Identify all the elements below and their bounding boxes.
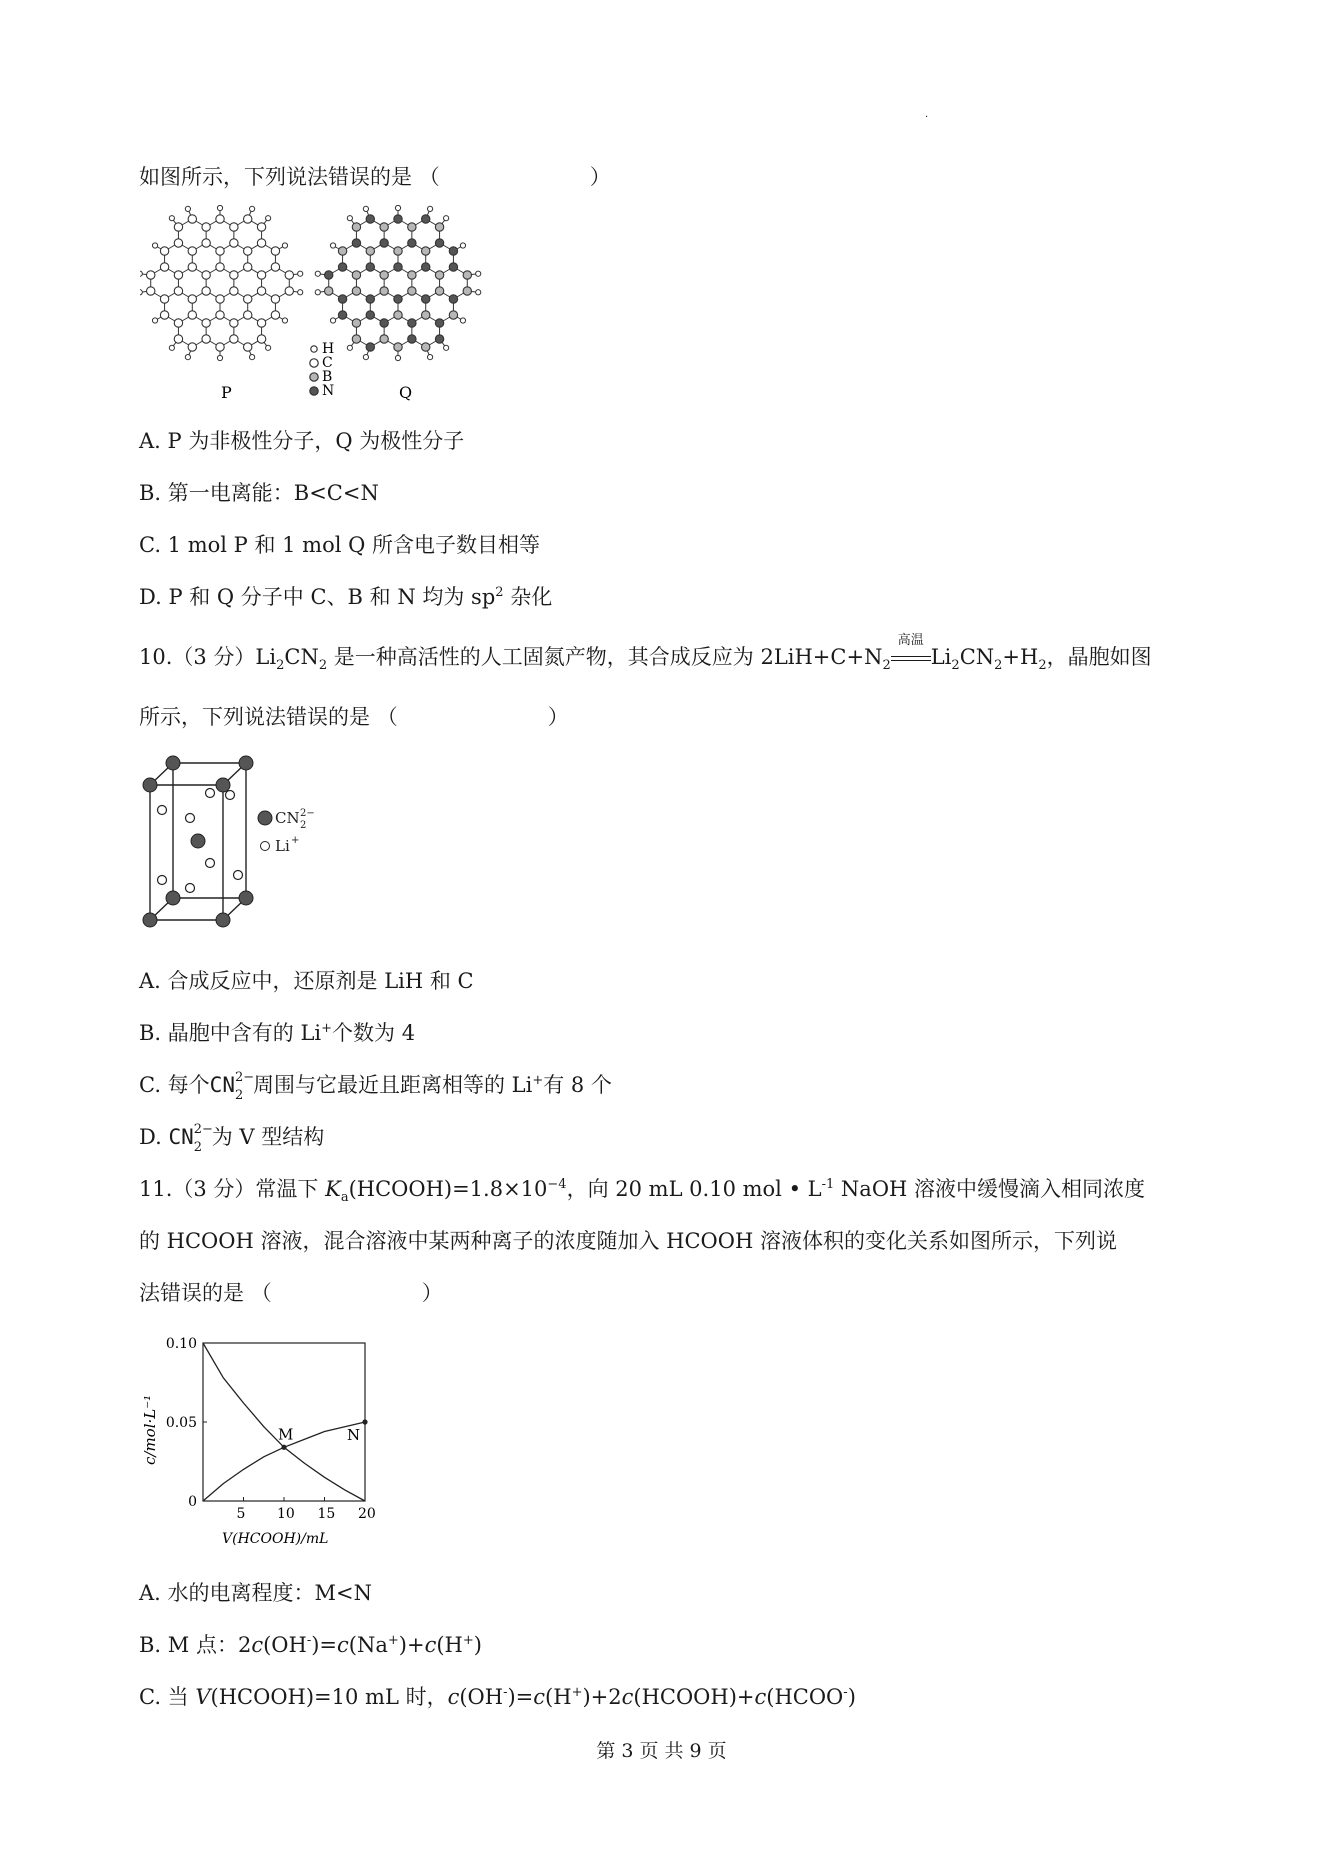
q10-b: CN: [284, 645, 319, 669]
point-m: [281, 1445, 286, 1450]
condition-text: 高温: [897, 633, 924, 648]
paren-open: （: [418, 165, 440, 189]
q11-a: 11.（3 分）常温下: [139, 1177, 326, 1201]
paren-close: ）: [421, 1281, 443, 1305]
t: B. M 点：2: [139, 1633, 252, 1657]
x-tick-label: 15: [317, 1506, 336, 1522]
sub: 2: [994, 658, 1003, 674]
q10-c: 是一种高活性的人工固氮产物，其合成反应为 2LiH+C+N: [327, 645, 883, 669]
ion: CN: [168, 1125, 194, 1149]
legend-b: B: [322, 369, 333, 385]
t: c: [337, 1633, 349, 1657]
q9-option-d-suffix: 杂化: [503, 585, 553, 609]
q11-stem-line1: [139, 1174, 1145, 1204]
t: (H: [545, 1685, 572, 1709]
q11-d: NaOH 溶液中缓慢滴入相同浓度: [834, 1177, 1146, 1201]
q11-stem-line3: [139, 1278, 443, 1308]
reaction-condition: [891, 633, 931, 672]
sup: +: [532, 1073, 544, 1088]
t: V: [195, 1685, 211, 1709]
sup: +: [387, 1633, 399, 1648]
q10-e: CN: [959, 645, 995, 669]
q10-d-text2: 为 V 型结构: [211, 1125, 325, 1149]
q11-option-c[interactable]: [139, 1682, 856, 1712]
t: )+: [398, 1633, 425, 1657]
molecule-legend: [310, 341, 334, 399]
q10-line2: 所示，下列说法错误的是: [139, 705, 370, 729]
legend-n: N: [322, 383, 335, 399]
q10-a: 10.（3 分）Li: [139, 645, 277, 669]
q10-option-b[interactable]: [139, 1018, 415, 1048]
plot-frame: [203, 1343, 365, 1501]
q10-b-text2: 个数为 4: [332, 1021, 416, 1045]
sup: -: [503, 1685, 508, 1700]
q9-option-d-text: D. P 和 Q 分子中 C、B 和 N 均为 sp: [139, 585, 496, 609]
q9-option-c[interactable]: C. 1 mol P 和 1 mol Q 所含电子数目相等: [139, 533, 541, 557]
legend-cn-sub: 2: [300, 820, 307, 831]
molecule-q: [315, 205, 481, 360]
ka: K: [325, 1177, 341, 1201]
x-tick-label: 20: [358, 1506, 376, 1522]
t: c: [447, 1685, 460, 1709]
y-tick-label: 0.05: [165, 1415, 197, 1431]
q10-c-text2: 周围与它最近且距离相等的 Li: [252, 1073, 533, 1097]
q10-stem-line1: [139, 633, 1152, 674]
y-tick-label: 0.10: [165, 1336, 197, 1352]
q11-stem-line2: 的 HCOOH 溶液，混合溶液中某两种离子的浓度随加入 HCOOH 溶液体积的变化关系如图所示，下列说: [139, 1229, 1117, 1253]
series-line-0: [203, 1343, 365, 1501]
t: C. 当: [139, 1685, 196, 1709]
q9-option-a[interactable]: A. P 为非极性分子，Q 为极性分子: [139, 429, 465, 453]
t: c: [533, 1685, 546, 1709]
sup: +: [462, 1633, 474, 1648]
q11-c: ，向 20 mL 0.10 mol • L: [566, 1177, 822, 1201]
sup: -: [306, 1633, 312, 1648]
q10-c-text: C. 每个: [139, 1073, 210, 1097]
ka-sub: a: [340, 1190, 349, 1206]
q9-intro-text: 如图所示，下列说法错误的是: [139, 165, 412, 189]
legend-cn-sup: 2−: [300, 808, 315, 819]
corner-dot: ·: [925, 112, 929, 123]
t: (OH: [263, 1633, 307, 1657]
q10-option-a[interactable]: A. 合成反应中，还原剂是 LiH 和 C: [139, 969, 474, 993]
paren-close: ）: [589, 165, 611, 189]
t: c: [251, 1633, 264, 1657]
legend-li-sup: +: [291, 835, 300, 846]
label-m: M: [278, 1425, 294, 1444]
q10-unit-cell-figure: [140, 748, 340, 948]
molecule-p: [140, 205, 303, 360]
sub: 2: [276, 658, 285, 674]
t: )=: [507, 1685, 534, 1709]
sub: 2: [318, 658, 328, 674]
exp: −4: [547, 1177, 567, 1192]
paren-open: （: [250, 1281, 272, 1305]
label-p: P: [221, 383, 232, 402]
y-axis-label: c/mol·L⁻¹: [141, 1394, 159, 1465]
t: )=: [311, 1633, 338, 1657]
t: (HCOO: [766, 1685, 844, 1709]
q11-option-a[interactable]: A. 水的电离程度：M<N: [139, 1581, 372, 1605]
exp: -1: [821, 1177, 835, 1192]
q11-chart: [140, 1325, 400, 1555]
q10-d-text: D.: [139, 1125, 169, 1149]
q11-line3: 法错误的是: [139, 1281, 244, 1305]
q9-molecule-figure: [140, 205, 500, 405]
sub: 2: [882, 658, 891, 674]
q9-option-d[interactable]: [139, 582, 552, 612]
point-n: [362, 1419, 367, 1424]
sub: 2: [1038, 658, 1047, 674]
q10-d: Li: [930, 645, 952, 669]
label-n: N: [347, 1426, 361, 1444]
sub: 2: [951, 658, 960, 674]
t: ): [847, 1685, 856, 1709]
x-tick-label: 10: [277, 1506, 295, 1522]
sup: -: [843, 1685, 848, 1700]
x-axis-label: V(HCOOH)/mL: [222, 1531, 329, 1547]
legend-h: H: [322, 341, 335, 357]
q10-c-text3: 有 8 个: [543, 1073, 612, 1097]
t: ): [473, 1633, 482, 1657]
t: (Na: [348, 1633, 388, 1657]
sp2-sup: 2: [495, 585, 504, 600]
t: c: [424, 1633, 437, 1657]
legend-c: C: [322, 355, 333, 371]
q10-g: ，晶胞如图: [1046, 645, 1152, 669]
t: (HCOOH)+: [633, 1685, 755, 1709]
q9-intro: [139, 162, 611, 192]
q10-stem-line2: [139, 702, 569, 732]
q10-option-c[interactable]: C. 每个CN 2− 2 周围与它最近且距离相等的 Li+有 8 个: [139, 1070, 612, 1103]
q10-b-text: B. 晶胞中含有的 Li: [139, 1021, 322, 1045]
q10-option-d[interactable]: D. CN 2− 2 为 V 型结构: [139, 1122, 325, 1155]
t: )+2: [582, 1685, 622, 1709]
paren-close: ）: [547, 705, 569, 729]
t: c: [754, 1685, 767, 1709]
ion: CN: [209, 1073, 235, 1097]
t: (OH: [459, 1685, 504, 1709]
legend-li: Li: [275, 837, 290, 855]
sup: +: [321, 1021, 333, 1036]
sup: +: [571, 1685, 583, 1700]
y-tick-label: 0: [188, 1494, 197, 1510]
q11-b: (HCOOH)=1.8×10: [348, 1177, 548, 1201]
label-q: Q: [399, 383, 413, 402]
q9-option-b[interactable]: B. 第一电离能：B<C<N: [139, 481, 379, 505]
q11-option-b[interactable]: [139, 1630, 482, 1660]
t: (H: [436, 1633, 463, 1657]
paren-open: （: [376, 705, 398, 729]
legend-cn: CN: [275, 809, 300, 827]
x-tick-label: 5: [236, 1506, 246, 1522]
t: (HCOOH)=10 mL 时，: [210, 1685, 448, 1709]
t: c: [621, 1685, 634, 1709]
page-footer: 第 3 页 共 9 页: [596, 1740, 727, 1762]
q10-f: +H: [1002, 645, 1039, 669]
